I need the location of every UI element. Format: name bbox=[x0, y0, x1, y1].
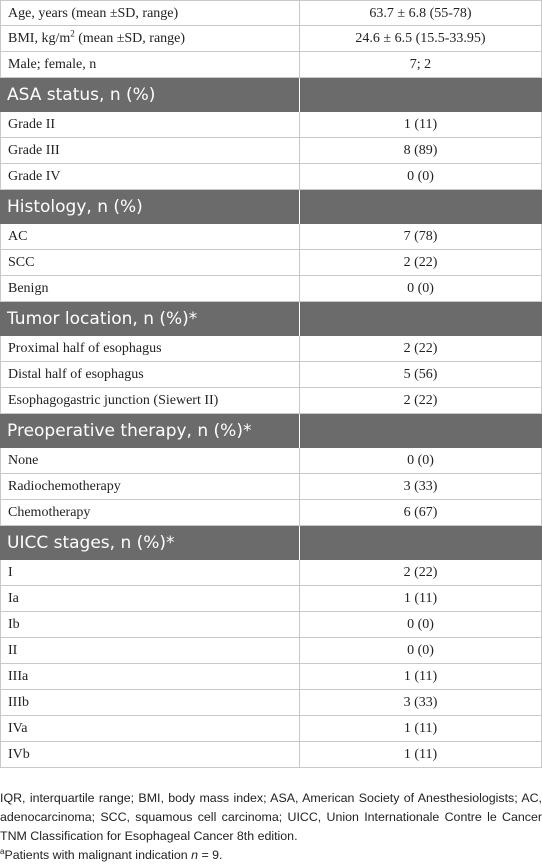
section-header-row bbox=[0, 190, 542, 224]
row-label: II bbox=[0, 638, 300, 663]
row-label: IIIb bbox=[0, 690, 300, 715]
table-row bbox=[0, 500, 542, 526]
row-value: 0 (0) bbox=[300, 448, 542, 473]
row-value: 0 (0) bbox=[300, 612, 542, 637]
section-header-row bbox=[0, 526, 542, 560]
footnote-mark: a bbox=[0, 846, 5, 856]
row-value: 2 (22) bbox=[300, 336, 542, 361]
table-row bbox=[0, 586, 542, 612]
section-header-value-cell bbox=[300, 414, 542, 448]
row-label: Grade III bbox=[0, 138, 300, 163]
section-header-value-cell bbox=[300, 526, 542, 560]
row-label: Age, years (mean ±SD, range) bbox=[0, 1, 300, 25]
section-header-label: Histology, n (%) bbox=[0, 190, 300, 224]
malignant-indication-note: $^a$Patients with malignant indication n = 9. bbox=[0, 846, 223, 862]
table-row bbox=[0, 742, 542, 768]
row-value: 3 (33) bbox=[300, 474, 542, 499]
row-value: 5 (56) bbox=[300, 362, 542, 387]
section-header-value-cell bbox=[300, 302, 542, 336]
row-label: Benign bbox=[0, 276, 300, 301]
row-label: Grade IV bbox=[0, 164, 300, 189]
section-header-label: UICC stages, n (%)* bbox=[0, 526, 300, 560]
row-label: Proximal half of esophagus bbox=[0, 336, 300, 361]
table-row bbox=[0, 26, 542, 52]
table-row bbox=[0, 638, 542, 664]
table-footnote bbox=[0, 789, 542, 865]
section-header-label: Tumor location, n (%)* bbox=[0, 302, 300, 336]
section-header-value-cell bbox=[300, 78, 542, 112]
section-header-row bbox=[0, 414, 542, 448]
row-value: 63.7 ± 6.8 (55-78) bbox=[300, 1, 542, 25]
table-row bbox=[0, 560, 542, 586]
section-header-label: Preoperative therapy, n (%)* bbox=[0, 414, 300, 448]
table-row bbox=[0, 138, 542, 164]
table-row bbox=[0, 0, 542, 26]
row-label: None bbox=[0, 448, 300, 473]
row-value: 0 (0) bbox=[300, 638, 542, 663]
n-variable: n bbox=[191, 848, 199, 862]
table-row bbox=[0, 474, 542, 500]
row-value: 8 (89) bbox=[300, 138, 542, 163]
table-row bbox=[0, 224, 542, 250]
row-value: 24.6 ± 6.5 (15.5-33.95) bbox=[300, 26, 542, 51]
section-header-label: ASA status, n (%) bbox=[0, 78, 300, 112]
table-row bbox=[0, 612, 542, 638]
row-label: AC bbox=[0, 224, 300, 249]
row-label: BMI, $kg/m^2$ (mean ±SD, range) bbox=[0, 26, 300, 51]
row-label: IVa bbox=[0, 716, 300, 741]
row-label: IIIa bbox=[0, 664, 300, 689]
row-value: 1 (11) bbox=[300, 112, 542, 137]
table-row bbox=[0, 276, 542, 302]
row-value: 0 (0) bbox=[300, 276, 542, 301]
row-label: Ib bbox=[0, 612, 300, 637]
table-row bbox=[0, 52, 542, 78]
row-value: 7 (78) bbox=[300, 224, 542, 249]
row-value: 1 (11) bbox=[300, 716, 542, 741]
row-value: 6 (67) bbox=[300, 500, 542, 525]
table-row bbox=[0, 716, 542, 742]
row-label: Grade II bbox=[0, 112, 300, 137]
row-value: 0 (0) bbox=[300, 164, 542, 189]
table-row bbox=[0, 362, 542, 388]
row-value: 1 (11) bbox=[300, 664, 542, 689]
row-value: 2 (22) bbox=[300, 250, 542, 275]
row-value: 1 (11) bbox=[300, 586, 542, 611]
table-row bbox=[0, 388, 542, 414]
row-label: Distal half of esophagus bbox=[0, 362, 300, 387]
table-row bbox=[0, 164, 542, 190]
row-label: SCC bbox=[0, 250, 300, 275]
row-label: Chemotherapy bbox=[0, 500, 300, 525]
abbreviations-note: IQR, interquartile range; BMI, body mass index; ASA, American Society of Anesthesiologists; AC, adenocarcinoma; SCC, squamous cell carcinoma; UICC, Union Internationale Contre le Cancer TNM Classification for Esophageal Cancer 8th edition. bbox=[0, 791, 542, 843]
table-row bbox=[0, 448, 542, 474]
row-label: Ia bbox=[0, 586, 300, 611]
table-row bbox=[0, 664, 542, 690]
row-value: 3 (33) bbox=[300, 690, 542, 715]
row-label: IVb bbox=[0, 742, 300, 767]
table-row bbox=[0, 336, 542, 362]
row-value: 2 (22) bbox=[300, 560, 542, 585]
row-value: 7; 2 bbox=[300, 52, 542, 77]
section-header-row bbox=[0, 78, 542, 112]
section-header-value-cell bbox=[300, 190, 542, 224]
row-value: 2 (22) bbox=[300, 388, 542, 413]
table-row bbox=[0, 690, 542, 716]
section-header-row bbox=[0, 302, 542, 336]
row-label: I bbox=[0, 560, 300, 585]
row-label: Male; female, n bbox=[0, 52, 300, 77]
row-label: Radiochemotherapy bbox=[0, 474, 300, 499]
row-value: 1 (11) bbox=[300, 742, 542, 767]
table-row bbox=[0, 250, 542, 276]
row-label: Esophagogastric junction (Siewert II) bbox=[0, 388, 300, 413]
table-row bbox=[0, 112, 542, 138]
